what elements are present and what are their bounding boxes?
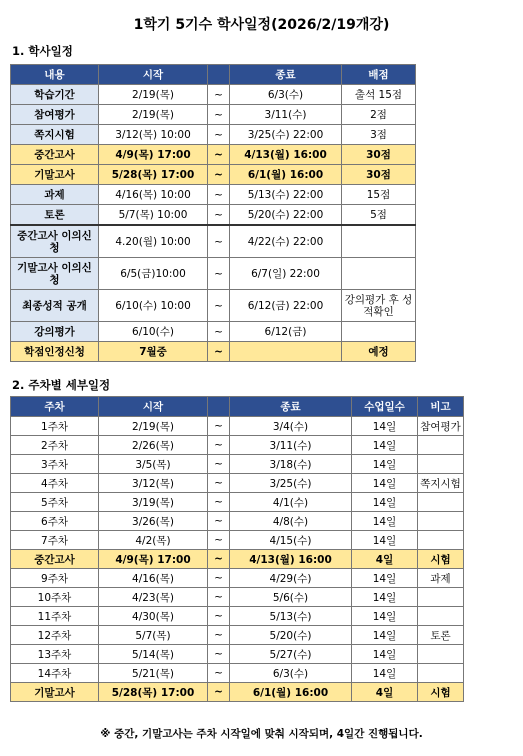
weekly-cell-start: 3/12(목) bbox=[99, 474, 208, 493]
schedule-cell-end: 6/12(금) 22:00 bbox=[230, 290, 342, 322]
schedule-row bbox=[11, 185, 416, 205]
schedule-cell-start: 6/5(금)10:00 bbox=[99, 258, 208, 290]
weekly-cell-sep: ~ bbox=[208, 474, 230, 493]
schedule-row bbox=[11, 85, 416, 105]
weekly-cell-sep: ~ bbox=[208, 531, 230, 550]
weekly-cell-week: 14주차 bbox=[11, 664, 99, 683]
weekly-cell-sep: ~ bbox=[208, 512, 230, 531]
schedule-cell-end bbox=[230, 342, 342, 362]
schedule-cell-score: 강의평가 후 성적확인 bbox=[342, 290, 416, 322]
weekly-cell-note: 시험 bbox=[418, 683, 464, 702]
schedule-cell-end: 6/1(월) 16:00 bbox=[230, 165, 342, 185]
header-cell: 수업일수 bbox=[352, 397, 418, 417]
weekly-cell-end: 4/1(수) bbox=[230, 493, 352, 512]
schedule-cell-start: 3/12(목) 10:00 bbox=[99, 125, 208, 145]
weekly-cell-sep: ~ bbox=[208, 645, 230, 664]
schedule-cell-start: 4/16(목) 10:00 bbox=[99, 185, 208, 205]
weekly-cell-days: 14일 bbox=[352, 417, 418, 436]
schedule-row bbox=[11, 290, 416, 322]
weekly-cell-sep: ~ bbox=[208, 569, 230, 588]
weekly-cell-end: 5/13(수) bbox=[230, 607, 352, 626]
weekly-cell-end: 3/11(수) bbox=[230, 436, 352, 455]
weekly-cell-days: 4일 bbox=[352, 683, 418, 702]
weekly-cell-days: 14일 bbox=[352, 607, 418, 626]
schedule-cell-end: 6/12(금) bbox=[230, 322, 342, 342]
schedule-cell-score: 30점 bbox=[342, 145, 416, 165]
weekly-row bbox=[11, 493, 464, 512]
schedule-row bbox=[11, 125, 416, 145]
weekly-row bbox=[11, 645, 464, 664]
weekly-cell-days: 14일 bbox=[352, 474, 418, 493]
weekly-cell-days: 14일 bbox=[352, 512, 418, 531]
weekly-cell-start: 4/30(목) bbox=[99, 607, 208, 626]
weekly-cell-start: 4/23(목) bbox=[99, 588, 208, 607]
schedule-table bbox=[10, 64, 416, 362]
schedule-cell-label: 최종성적 공개 bbox=[11, 290, 99, 322]
schedule-cell-score: 3점 bbox=[342, 125, 416, 145]
weekly-cell-note bbox=[418, 455, 464, 474]
schedule-cell-label: 학점인정신청 bbox=[11, 342, 99, 362]
weekly-cell-end: 3/18(수) bbox=[230, 455, 352, 474]
section-heading-schedule: 1. 학사일정 bbox=[12, 44, 73, 58]
weekly-row bbox=[11, 436, 464, 455]
schedule-cell-label: 학습기간 bbox=[11, 85, 99, 105]
schedule-cell-start: 4.20(월) 10:00 bbox=[99, 225, 208, 258]
header-cell bbox=[208, 65, 230, 85]
schedule-cell-start: 6/10(수) 10:00 bbox=[99, 290, 208, 322]
schedule-cell-score bbox=[342, 258, 416, 290]
weekly-cell-note bbox=[418, 645, 464, 664]
header-cell: 종료 bbox=[230, 397, 352, 417]
weekly-cell-note bbox=[418, 512, 464, 531]
weekly-cell-note: 시험 bbox=[418, 550, 464, 569]
schedule-cell-sep: ~ bbox=[208, 85, 230, 105]
header-cell: 주차 bbox=[11, 397, 99, 417]
schedule-cell-score: 예정 bbox=[342, 342, 416, 362]
weekly-cell-note bbox=[418, 664, 464, 683]
schedule-cell-label: 쪽지시험 bbox=[11, 125, 99, 145]
weekly-cell-sep: ~ bbox=[208, 683, 230, 702]
schedule-cell-label: 중간고사 bbox=[11, 145, 99, 165]
weekly-row bbox=[11, 417, 464, 436]
weekly-cell-sep: ~ bbox=[208, 550, 230, 569]
header-cell: 종료 bbox=[230, 65, 342, 85]
schedule-cell-end: 5/20(수) 22:00 bbox=[230, 205, 342, 226]
weekly-cell-week: 7주차 bbox=[11, 531, 99, 550]
schedule-cell-start: 5/7(목) 10:00 bbox=[99, 205, 208, 226]
schedule-cell-sep: ~ bbox=[208, 225, 230, 258]
weekly-cell-note bbox=[418, 588, 464, 607]
header-cell bbox=[208, 397, 230, 417]
header-cell: 배점 bbox=[342, 65, 416, 85]
schedule-cell-sep: ~ bbox=[208, 290, 230, 322]
schedule-cell-end: 3/11(수) bbox=[230, 105, 342, 125]
schedule-cell-sep: ~ bbox=[208, 185, 230, 205]
schedule-cell-score: 15점 bbox=[342, 185, 416, 205]
weekly-cell-sep: ~ bbox=[208, 626, 230, 645]
schedule-row bbox=[11, 322, 416, 342]
weekly-cell-start: 4/16(목) bbox=[99, 569, 208, 588]
schedule-row bbox=[11, 258, 416, 290]
weekly-cell-days: 14일 bbox=[352, 436, 418, 455]
weekly-cell-sep: ~ bbox=[208, 417, 230, 436]
weekly-cell-sep: ~ bbox=[208, 664, 230, 683]
weekly-cell-end: 5/27(수) bbox=[230, 645, 352, 664]
schedule-cell-label: 기말고사 이의신청 bbox=[11, 258, 99, 290]
schedule-cell-score: 30점 bbox=[342, 165, 416, 185]
schedule-cell-end: 4/13(월) 16:00 bbox=[230, 145, 342, 165]
schedule-row bbox=[11, 145, 416, 165]
weekly-cell-days: 14일 bbox=[352, 645, 418, 664]
schedule-cell-label: 토론 bbox=[11, 205, 99, 226]
weekly-cell-week: 4주차 bbox=[11, 474, 99, 493]
weekly-cell-week: 2주차 bbox=[11, 436, 99, 455]
weekly-cell-end: 4/13(월) 16:00 bbox=[230, 550, 352, 569]
schedule-cell-sep: ~ bbox=[208, 322, 230, 342]
weekly-cell-start: 4/2(목) bbox=[99, 531, 208, 550]
weekly-cell-sep: ~ bbox=[208, 455, 230, 474]
schedule-cell-start: 2/19(목) bbox=[99, 105, 208, 125]
weekly-row bbox=[11, 531, 464, 550]
weekly-cell-days: 14일 bbox=[352, 493, 418, 512]
weekly-header-row bbox=[11, 397, 464, 417]
weekly-cell-start: 5/7(목) bbox=[99, 626, 208, 645]
weekly-cell-week: 12주차 bbox=[11, 626, 99, 645]
schedule-cell-label: 과제 bbox=[11, 185, 99, 205]
schedule-cell-end: 3/25(수) 22:00 bbox=[230, 125, 342, 145]
weekly-row bbox=[11, 550, 464, 569]
weekly-cell-week: 11주차 bbox=[11, 607, 99, 626]
schedule-cell-start: 4/9(목) 17:00 bbox=[99, 145, 208, 165]
schedule-cell-end: 6/3(수) bbox=[230, 85, 342, 105]
schedule-cell-start: 7월중 bbox=[99, 342, 208, 362]
weekly-cell-days: 4일 bbox=[352, 550, 418, 569]
weekly-cell-end: 3/25(수) bbox=[230, 474, 352, 493]
schedule-cell-label: 참여평가 bbox=[11, 105, 99, 125]
weekly-cell-end: 4/15(수) bbox=[230, 531, 352, 550]
weekly-cell-start: 5/21(목) bbox=[99, 664, 208, 683]
weekly-cell-week: 5주차 bbox=[11, 493, 99, 512]
weekly-cell-days: 14일 bbox=[352, 626, 418, 645]
weekly-row bbox=[11, 626, 464, 645]
schedule-cell-end: 5/13(수) 22:00 bbox=[230, 185, 342, 205]
header-cell: 시작 bbox=[99, 65, 208, 85]
weekly-cell-week: 10주차 bbox=[11, 588, 99, 607]
schedule-cell-label: 강의평가 bbox=[11, 322, 99, 342]
weekly-cell-sep: ~ bbox=[208, 588, 230, 607]
header-cell: 비고 bbox=[418, 397, 464, 417]
weekly-cell-start: 2/19(목) bbox=[99, 417, 208, 436]
weekly-cell-note: 쪽지시험 bbox=[418, 474, 464, 493]
schedule-cell-sep: ~ bbox=[208, 258, 230, 290]
weekly-cell-start: 4/9(목) 17:00 bbox=[99, 550, 208, 569]
weekly-cell-note bbox=[418, 436, 464, 455]
weekly-cell-start: 3/5(목) bbox=[99, 455, 208, 474]
schedule-cell-start: 5/28(목) 17:00 bbox=[99, 165, 208, 185]
weekly-row bbox=[11, 569, 464, 588]
weekly-row bbox=[11, 664, 464, 683]
weekly-cell-start: 3/19(목) bbox=[99, 493, 208, 512]
weekly-row bbox=[11, 474, 464, 493]
weekly-cell-note bbox=[418, 607, 464, 626]
weekly-cell-days: 14일 bbox=[352, 664, 418, 683]
schedule-cell-sep: ~ bbox=[208, 342, 230, 362]
schedule-cell-score: 출석 15점 bbox=[342, 85, 416, 105]
schedule-cell-sep: ~ bbox=[208, 105, 230, 125]
weekly-cell-days: 14일 bbox=[352, 588, 418, 607]
weekly-cell-note: 참여평가 bbox=[418, 417, 464, 436]
weekly-row bbox=[11, 588, 464, 607]
weekly-cell-week: 1주차 bbox=[11, 417, 99, 436]
weekly-cell-note bbox=[418, 493, 464, 512]
weekly-row bbox=[11, 512, 464, 531]
section-heading-weekly: 2. 주차별 세부일정 bbox=[12, 378, 111, 392]
header-cell: 내용 bbox=[11, 65, 99, 85]
weekly-cell-sep: ~ bbox=[208, 493, 230, 512]
page-title: 1학기 5기수 학사일정(2026/2/19개강) bbox=[133, 17, 390, 33]
schedule-cell-score bbox=[342, 322, 416, 342]
footnote: ※ 중간, 기말고사는 주차 시작일에 맞춰 시작되며, 4일간 진행됩니다. bbox=[100, 728, 423, 740]
weekly-cell-end: 4/8(수) bbox=[230, 512, 352, 531]
weekly-cell-days: 14일 bbox=[352, 455, 418, 474]
weekly-cell-days: 14일 bbox=[352, 531, 418, 550]
weekly-row bbox=[11, 607, 464, 626]
weekly-cell-start: 5/14(목) bbox=[99, 645, 208, 664]
schedule-cell-score: 5점 bbox=[342, 205, 416, 226]
schedule-cell-start: 6/10(수) bbox=[99, 322, 208, 342]
schedule-row bbox=[11, 225, 416, 258]
weekly-cell-sep: ~ bbox=[208, 607, 230, 626]
weekly-row bbox=[11, 683, 464, 702]
weekly-cell-end: 3/4(수) bbox=[230, 417, 352, 436]
weekly-cell-start: 3/26(목) bbox=[99, 512, 208, 531]
schedule-cell-start: 2/19(목) bbox=[99, 85, 208, 105]
schedule-row bbox=[11, 205, 416, 226]
weekly-cell-note bbox=[418, 531, 464, 550]
weekly-cell-week: 중간고사 bbox=[11, 550, 99, 569]
weekly-cell-days: 14일 bbox=[352, 569, 418, 588]
weekly-cell-end: 5/20(수) bbox=[230, 626, 352, 645]
weekly-cell-note: 토론 bbox=[418, 626, 464, 645]
schedule-row bbox=[11, 105, 416, 125]
weekly-cell-end: 6/3(수) bbox=[230, 664, 352, 683]
schedule-header-row bbox=[11, 65, 416, 85]
schedule-row bbox=[11, 342, 416, 362]
weekly-table bbox=[10, 396, 464, 702]
schedule-cell-label: 중간고사 이의신청 bbox=[11, 225, 99, 258]
schedule-cell-sep: ~ bbox=[208, 205, 230, 226]
schedule-row bbox=[11, 165, 416, 185]
weekly-cell-week: 13주차 bbox=[11, 645, 99, 664]
weekly-cell-end: 5/6(수) bbox=[230, 588, 352, 607]
schedule-cell-sep: ~ bbox=[208, 165, 230, 185]
weekly-cell-start: 2/26(목) bbox=[99, 436, 208, 455]
weekly-cell-note: 과제 bbox=[418, 569, 464, 588]
schedule-cell-score: 2점 bbox=[342, 105, 416, 125]
weekly-cell-start: 5/28(목) 17:00 bbox=[99, 683, 208, 702]
weekly-cell-end: 6/1(월) 16:00 bbox=[230, 683, 352, 702]
schedule-cell-score bbox=[342, 225, 416, 258]
weekly-cell-week: 기말고사 bbox=[11, 683, 99, 702]
schedule-cell-end: 4/22(수) 22:00 bbox=[230, 225, 342, 258]
header-cell: 시작 bbox=[99, 397, 208, 417]
schedule-cell-sep: ~ bbox=[208, 145, 230, 165]
schedule-cell-label: 기말고사 bbox=[11, 165, 99, 185]
weekly-cell-week: 6주차 bbox=[11, 512, 99, 531]
weekly-cell-week: 9주차 bbox=[11, 569, 99, 588]
weekly-cell-end: 4/29(수) bbox=[230, 569, 352, 588]
schedule-cell-end: 6/7(일) 22:00 bbox=[230, 258, 342, 290]
weekly-row bbox=[11, 455, 464, 474]
schedule-cell-sep: ~ bbox=[208, 125, 230, 145]
weekly-cell-sep: ~ bbox=[208, 436, 230, 455]
weekly-cell-week: 3주차 bbox=[11, 455, 99, 474]
